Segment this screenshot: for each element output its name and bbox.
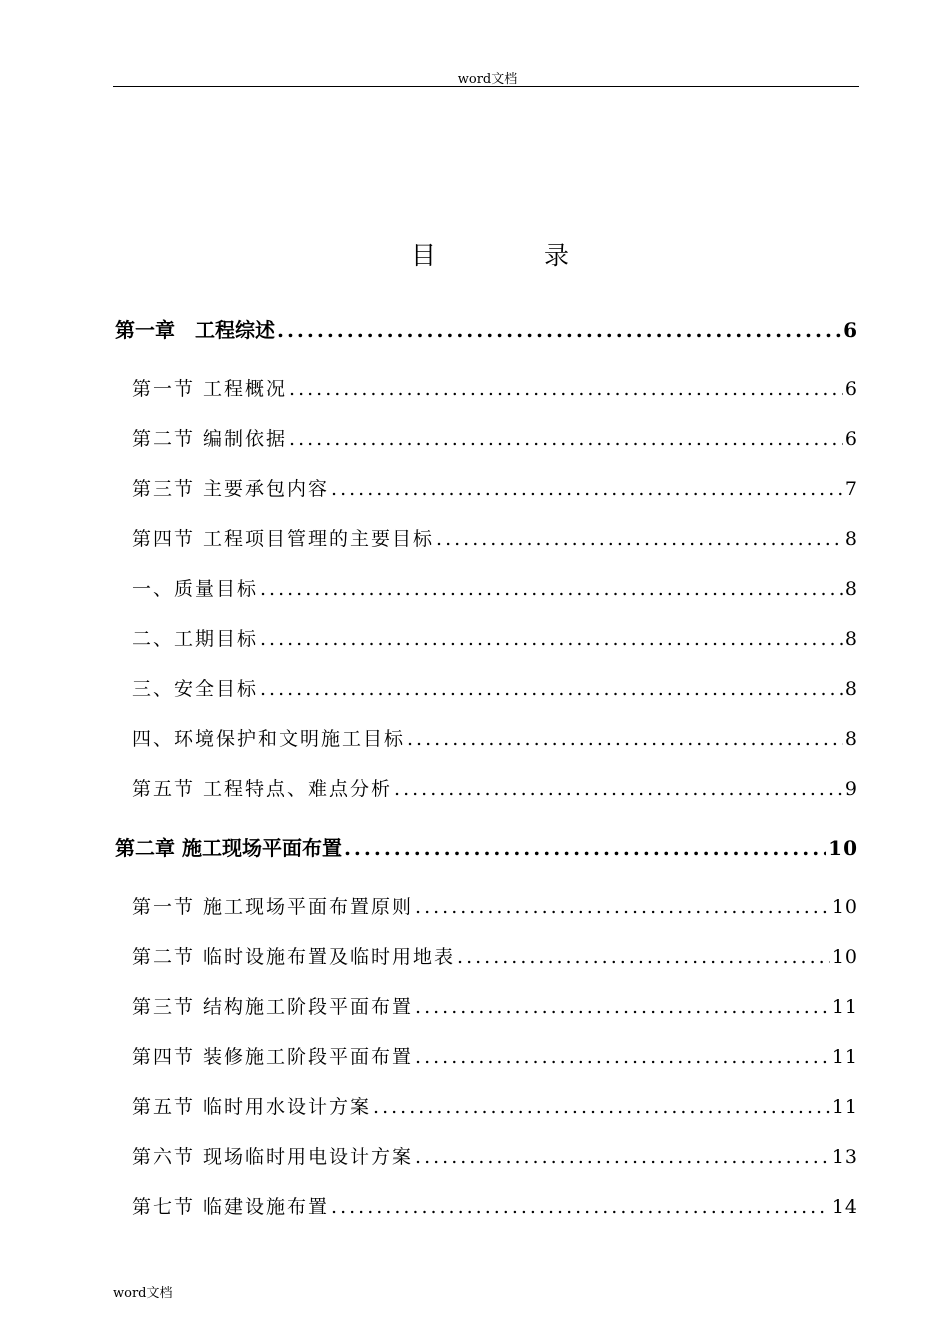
toc-entry-section[interactable] [132,942,858,969]
toc-leader-dots [394,778,843,800]
toc-entry-section[interactable] [132,524,858,551]
toc-entry-page: 13 [831,1146,858,1168]
toc-leader-dots [289,378,843,400]
toc-entry-page: 8 [844,678,858,700]
toc-entry-section[interactable] [132,574,858,601]
toc-entry-chapter-2[interactable] [115,832,858,861]
toc-entry-label: 第五节 工程特点、难点分析 [132,778,393,800]
toc-entry-label: 四、环境保护和文明施工目标 [132,728,406,750]
toc-entry-section[interactable] [132,1192,858,1219]
toc-entry-page: 6 [843,318,858,342]
toc-entry-label: 第一节 施工现场平面布置原则 [132,896,414,918]
toc-leader-dots [260,678,843,700]
toc-entry-section[interactable] [132,892,858,919]
toc-entry-section[interactable] [132,474,858,501]
toc-entry-page: 8 [844,728,858,750]
toc-entry-label: 二、工期目标 [132,628,259,650]
toc-entry-section[interactable] [132,1142,858,1169]
toc-entry-page: 10 [831,946,858,968]
toc-entry-page: 8 [844,528,858,550]
toc-leader-dots [331,478,843,500]
toc-entry-section[interactable] [132,624,858,651]
toc-entry-label: 第六节 现场临时用电设计方案 [132,1146,414,1168]
toc-entry-page: 7 [844,478,858,500]
toc-leader-dots [415,996,830,1018]
toc-entry-label: 第四节 装修施工阶段平面布置 [132,1046,414,1068]
toc-entry-page: 11 [831,996,858,1018]
toc-entry-section[interactable] [132,374,858,401]
toc-entry-section[interactable] [132,674,858,701]
toc-entry-page: 11 [831,1046,858,1068]
toc-entry-page: 10 [831,896,858,918]
toc-leader-dots [373,1096,830,1118]
toc-leader-dots [289,428,843,450]
header-divider [113,86,859,87]
toc-leader-dots [260,628,843,650]
toc-entry-chapter-1[interactable] [115,314,858,343]
toc-entry-section[interactable] [132,1092,858,1119]
toc-leader-dots [277,318,841,342]
toc-leader-dots [344,836,826,860]
toc-entry-label: 第五节 临时用水设计方案 [132,1096,372,1118]
page-header: word文档 [457,72,518,87]
toc-entry-label: 第一节 工程概况 [132,378,288,400]
toc-entry-section[interactable] [132,992,858,1019]
toc-leader-dots [331,1196,830,1218]
toc-entry-section[interactable] [132,1042,858,1069]
toc-entry-section[interactable] [132,724,858,751]
toc-leader-dots [436,528,843,550]
toc-entry-label: 一、质量目标 [132,578,259,600]
toc-entry-page: 11 [831,1096,858,1118]
toc-entry-page: 10 [828,836,858,860]
toc-entry-page: 14 [831,1196,858,1218]
toc-leader-dots [415,1046,830,1068]
toc-entry-label: 第四节 工程项目管理的主要目标 [132,528,435,550]
toc-entry-label: 第七节 临建设施布置 [132,1196,330,1218]
toc-entry-page: 6 [844,428,858,450]
toc-entry-page: 8 [844,628,858,650]
toc-leader-dots [260,578,843,600]
toc-leader-dots [457,946,830,968]
toc-entry-page: 8 [844,578,858,600]
toc-entry-label: 第三节 结构施工阶段平面布置 [132,996,414,1018]
toc-entry-label: 第二节 编制依据 [132,428,288,450]
toc-entry-label: 第二节 临时设施布置及临时用地表 [132,946,456,968]
toc-leader-dots [415,1146,830,1168]
page-title: 目 录 [411,241,619,270]
toc-entry-label: 第三节 主要承包内容 [132,478,330,500]
toc-entry-label: 第一章 工程综述 [115,318,275,342]
toc-entry-section[interactable] [132,774,858,801]
toc-entry-section[interactable] [132,424,858,451]
toc-entry-label: 三、安全目标 [132,678,259,700]
page-footer: word文档 [113,1286,173,1301]
toc-entry-page: 9 [844,778,858,800]
toc-leader-dots [415,896,830,918]
toc-entry-label: 第二章 施工现场平面布置 [115,836,342,860]
toc-entry-page: 6 [844,378,858,400]
toc-leader-dots [407,728,843,750]
